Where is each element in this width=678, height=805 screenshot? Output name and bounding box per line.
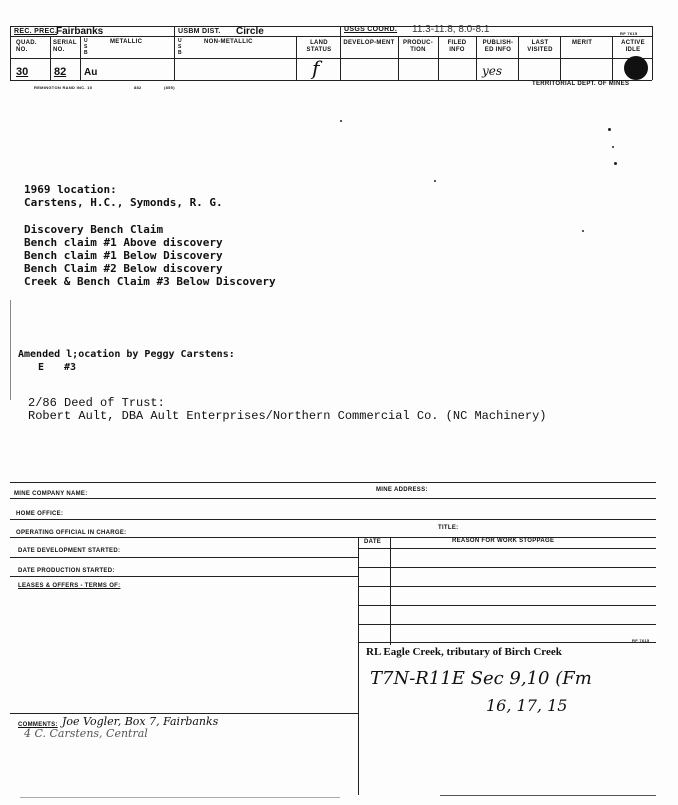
speck <box>614 162 617 165</box>
header-vline-pub <box>518 36 519 80</box>
corner-code: RF 7615 <box>620 31 638 36</box>
location-stamp: RL Eagle Creek, tributary of Birch Creek <box>366 646 562 658</box>
dev-started-label: DATE DEVELOPMENT STARTED: <box>18 548 121 554</box>
amended-line: Amended l;ocation by Peggy Carstens: <box>18 349 235 360</box>
usb-letters-metallic: U S B <box>84 38 88 56</box>
location-heading: 1969 location: <box>24 183 117 196</box>
comments-top-rule <box>10 713 358 714</box>
small-code: RF 7615 <box>632 638 650 643</box>
stoppage-row <box>358 567 656 568</box>
header-top-rule <box>10 26 652 27</box>
comments-right-border <box>358 645 359 795</box>
township-note: T7N-R11E Sec 9,10 (Fm <box>370 668 592 689</box>
prod-started-rule <box>10 576 358 577</box>
left-margin-mark <box>10 300 11 400</box>
usb-letters-nonmetallic: U S B <box>178 38 182 56</box>
metallic-label: METALLIC <box>110 39 143 45</box>
amended-detail-b: #3 <box>64 362 77 373</box>
deed-heading: 2/86 Deed of Trust: <box>28 396 165 410</box>
header-rule-3 <box>10 58 652 59</box>
header-vline-nonmetal <box>296 36 297 80</box>
nonmetallic-label: NON-METALLIC <box>204 39 253 45</box>
claim-item: Discovery Bench Claim <box>24 223 164 236</box>
rec-prec-label: REC. PREC. <box>14 28 58 35</box>
official-rule <box>10 537 656 538</box>
home-office-rule <box>10 519 656 520</box>
header-rule-2 <box>10 36 652 37</box>
printer-code: 882 <box>134 85 142 90</box>
stoppage-row <box>358 642 656 643</box>
operating-official-label: OPERATING OFFICIAL IN CHARGE: <box>16 530 127 536</box>
stoppage-vline-left <box>358 537 359 645</box>
claim-item: Bench claim #1 Above discovery <box>24 236 223 249</box>
header-vline-filed <box>476 36 477 80</box>
usgs-coord-value: 11.3-11.8, 8.0-8.1 <box>412 24 490 35</box>
speck <box>608 128 611 131</box>
claim-item: Bench claim #1 Below Discovery <box>24 249 223 262</box>
bottom-edge-mark <box>20 797 340 798</box>
stoppage-vline-date <box>390 537 391 645</box>
metallic-value: Au <box>84 67 98 78</box>
reason-label: REASON FOR WORK STOPPAGE <box>452 538 555 544</box>
header-vline-last <box>560 36 561 80</box>
deed-detail: Robert Ault, DBA Ault Enterprises/Northern Commercial Co. (NC Machinery) <box>28 409 547 423</box>
header-vline-metal <box>174 26 175 80</box>
amended-detail-a: E <box>38 362 45 373</box>
claim-item: Creek & Bench Claim #3 Below Discovery <box>24 275 276 288</box>
development-label: DEVELOP-MENT <box>343 40 395 46</box>
speck <box>434 180 436 182</box>
header-vline-serial <box>80 36 81 80</box>
stoppage-row <box>358 605 656 606</box>
production-label: PRODUC-TION <box>402 40 434 53</box>
stoppage-row <box>358 548 656 549</box>
form-top-rule <box>10 482 656 483</box>
comments-line2: 4 C. Carstens, Central <box>24 727 148 740</box>
quad-no-label: QUAD. NO. <box>16 40 37 53</box>
merit-label: MERIT <box>572 40 593 46</box>
usgs-coord-label: USGS COORD. <box>344 26 398 33</box>
header-vline-prod <box>438 36 439 80</box>
usbm-dist-label: USBM DIST. <box>178 28 221 35</box>
header-vline-quad <box>50 36 51 80</box>
land-status-value: f <box>312 56 320 80</box>
sections-note: 16, 17, 15 <box>486 696 568 715</box>
comments-line1: Joe Vogler, Box 7, Fairbanks <box>62 715 219 728</box>
stoppage-row <box>358 586 656 587</box>
home-office-label: HOME OFFICE: <box>16 511 64 517</box>
title-label: TITLE: <box>438 525 459 531</box>
prod-started-label: DATE PRODUCTION STARTED: <box>18 568 115 574</box>
quad-value: 30 <box>16 66 29 78</box>
speck <box>612 146 614 148</box>
printer-year: (855) <box>164 85 175 90</box>
stoppage-row <box>358 624 656 625</box>
leases-label: LEASES & OFFERS - TERMS OF: <box>18 583 121 589</box>
rec-prec-value: Fairbanks <box>56 26 104 37</box>
dev-started-rule <box>10 557 358 558</box>
header-vline-left <box>10 26 11 80</box>
published-value: yes <box>482 64 503 78</box>
active-marker <box>624 56 648 80</box>
serial-value: 82 <box>54 66 67 78</box>
mine-address-label: MINE ADDRESS: <box>376 487 428 493</box>
active-idle-label: ACTIVE IDLE <box>621 40 645 53</box>
header-vline-land <box>340 26 341 80</box>
serial-no-label: SERIAL NO. <box>53 40 77 53</box>
usbm-dist-value: Circle <box>236 26 264 37</box>
last-visited-label: LAST VISITED <box>527 40 553 53</box>
speck <box>582 230 584 232</box>
header-vline-right <box>652 26 653 80</box>
bottom-edge-mark <box>440 795 656 796</box>
printer-imprint: REMINGTON RAND INC. 10 <box>34 85 93 90</box>
date-label: DATE <box>364 539 382 545</box>
published-info-label: PUBLISH-ED INFO <box>482 40 514 53</box>
header-vline-dev <box>398 36 399 80</box>
speck <box>340 120 342 122</box>
location-names: Carstens, H.C., Symonds, R. G. <box>24 196 223 209</box>
comments-label: COMMENTS: <box>18 722 58 728</box>
mine-company-label: MINE COMPANY NAME: <box>14 491 88 497</box>
land-status-label: LAND STATUS <box>306 40 332 53</box>
company-rule <box>10 498 656 499</box>
claim-item: Bench Claim #2 Below discovery <box>24 262 223 275</box>
filed-info-label: FILED INFO <box>447 40 467 53</box>
header-vline-merit <box>612 36 613 80</box>
dept-label: TERRITORIAL DEPT. OF MINES <box>532 81 630 87</box>
